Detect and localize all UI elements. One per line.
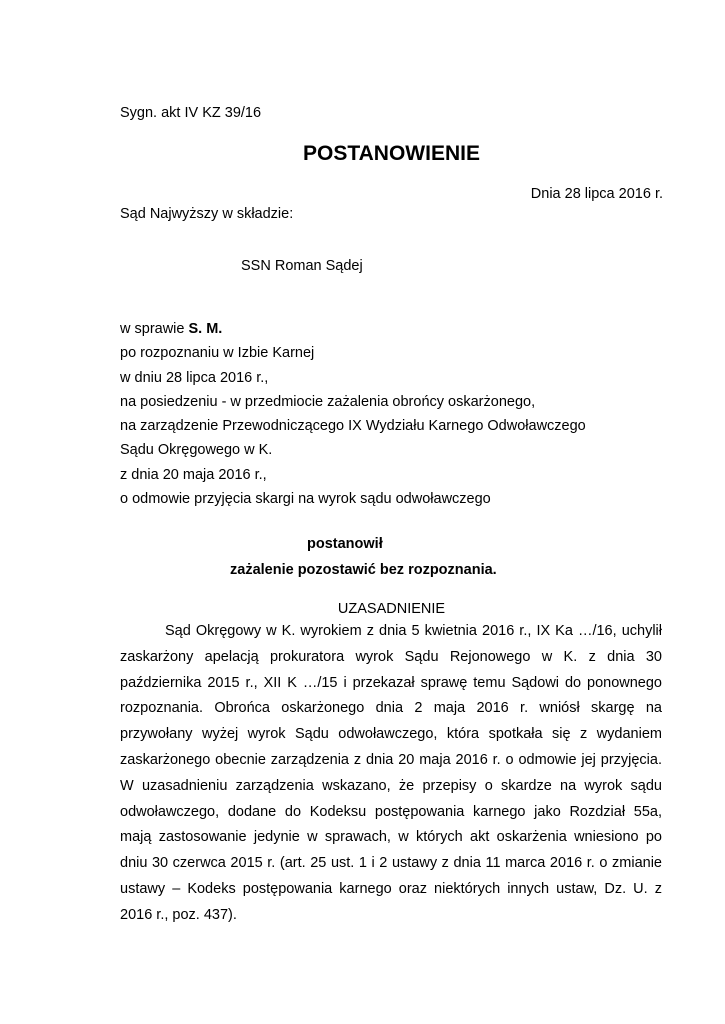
justification-line: października 2015 r., XII K …/15 i przekazał sprawę temu Sądowi do ponownego bbox=[120, 674, 662, 691]
case-detail-line: na posiedzeniu - w przedmiocie zażalenia obrońcy oskarżonego, bbox=[120, 393, 536, 410]
justification-line: W uzasadnieniu zarządzenia wskazano, że przepisy o skardze na wyrok sądu bbox=[120, 777, 662, 794]
case-details bbox=[120, 317, 680, 511]
justification-body bbox=[120, 619, 662, 929]
document-title: POSTANOWIENIE bbox=[303, 142, 480, 165]
justification-line: 2016 r., poz. 437). bbox=[120, 906, 237, 923]
justification-line: zaskarżonego obecnie zarządzenia z dnia 20 maja 2016 r. o odmowie jej przyjęcia. bbox=[120, 751, 662, 768]
decision-ruling: zażalenie pozostawić bez rozpoznania. bbox=[230, 562, 497, 578]
justification-heading: UZASADNIENIE bbox=[337, 601, 446, 617]
judge-name: SSN Roman Sądej bbox=[241, 258, 363, 274]
court-composition-label: Sąd Najwyższy w składzie: bbox=[120, 206, 294, 222]
justification-line: mają zastosowanie jedynie w sprawach, w których akt oskarżenia wniesiono po bbox=[120, 829, 662, 846]
justification-line: ustawy – Kodeks postępowania karnego oraz niektórych innych ustaw, Dz. U. z bbox=[120, 880, 662, 897]
decision-heading: postanowił bbox=[307, 536, 383, 552]
justification-line: odwoławczego, dodane do Kodeksu postępowania karnego jako Rozdział 55a, bbox=[120, 803, 662, 820]
case-detail-line: na zarządzenie Przewodniczącego IX Wydziału Karnego Odwoławczego bbox=[120, 418, 586, 435]
justification-line: zaskarżony apelacją prokuratora wyrok Sądu Rejonowego w K. z dnia 30 bbox=[120, 648, 662, 665]
case-party: S. M. bbox=[188, 321, 223, 337]
case-detail-line: z dnia 20 maja 2016 r., bbox=[120, 466, 267, 483]
justification-line: Sąd Okręgowy w K. wyrokiem z dnia 5 kwietnia 2016 r., IX Ka …/16, uchylił bbox=[165, 623, 662, 639]
case-detail-line: w dniu 28 lipca 2016 r., bbox=[120, 369, 269, 386]
justification-line: dniu 30 czerwca 2015 r. (art. 25 ust. 1 i 2 ustawy z dnia 11 marca 2016 r. o zmianie bbox=[120, 855, 662, 872]
justification-line: przywołany wyżej wyrok Sądu odwoławczego, która spotkała się z wydaniem bbox=[120, 726, 662, 743]
case-party-line bbox=[120, 317, 680, 341]
case-party-prefix: w sprawie bbox=[120, 321, 189, 337]
case-detail-line: o odmowie przyjęcia skargi na wyrok sądu odwoławczego bbox=[120, 491, 491, 508]
case-signature: Sygn. akt IV KZ 39/16 bbox=[120, 105, 262, 121]
case-detail-line: po rozpoznaniu w Izbie Karnej bbox=[120, 345, 315, 362]
case-detail-line: Sądu Okręgowego w K. bbox=[120, 442, 273, 459]
justification-line: rozpoznania. Obrońca oskarżonego dnia 2 maja 2016 r. wniósł skargę na bbox=[120, 700, 662, 717]
document-date: Dnia 28 lipca 2016 r. bbox=[530, 186, 663, 202]
